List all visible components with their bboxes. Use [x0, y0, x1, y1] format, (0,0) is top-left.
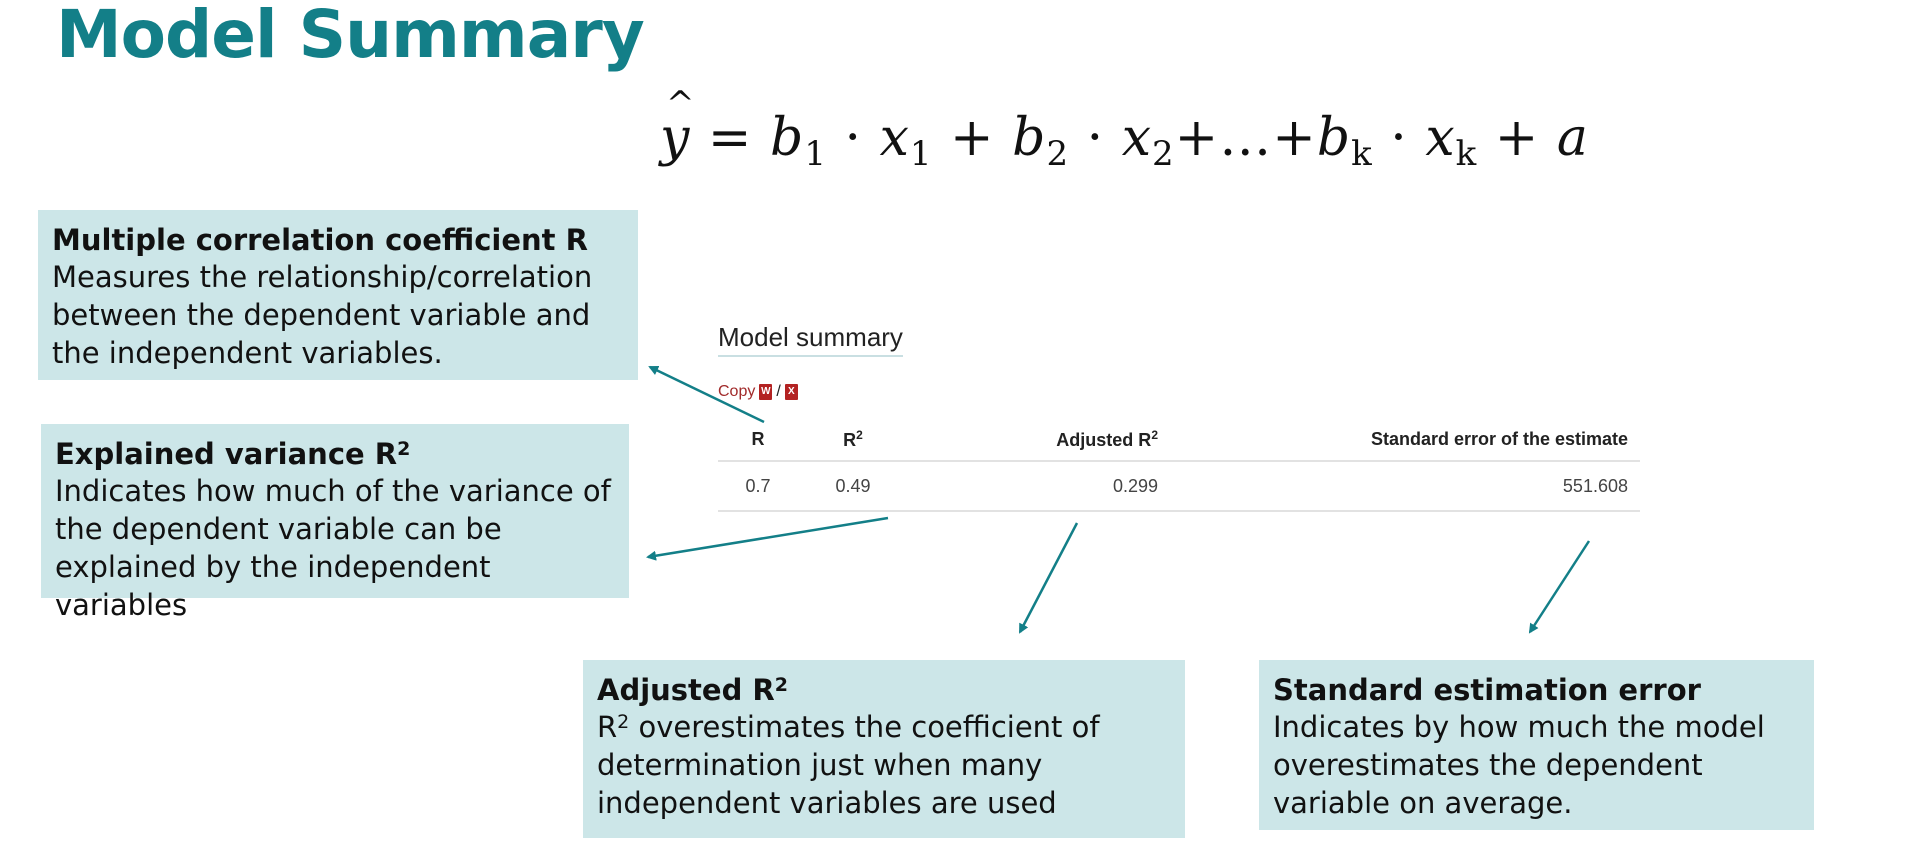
body-prefix: R	[597, 710, 618, 744]
formula-sub: 1	[804, 134, 827, 174]
cell-r: 0.7	[718, 461, 798, 511]
copy-link[interactable]: Copy	[718, 383, 756, 400]
box-heading-text: Adjusted R	[597, 673, 775, 707]
box-body: Indicates by how much the model overestimates the dependent variable on average.	[1273, 710, 1765, 820]
arrow-adjusted	[1020, 523, 1077, 632]
superscript: 2	[856, 427, 863, 442]
formula-sub: 1	[909, 134, 933, 174]
superscript: 2	[617, 711, 630, 733]
box-heading: Multiple correlation coefficient R	[52, 223, 588, 257]
formula-sub: k	[1455, 134, 1478, 174]
cell-r2: 0.49	[798, 461, 908, 511]
formula-sub: k	[1351, 134, 1373, 174]
col-header-text: Adjusted R	[1056, 429, 1152, 450]
formula-coef: b	[1316, 108, 1352, 168]
box-body: Indicates how much of the variance of the dependent variable can be explained by the independent variables	[55, 474, 611, 622]
formula-coef: b	[770, 108, 805, 168]
page-title: Model Summary	[56, 0, 644, 73]
formula-sub: 2	[1046, 134, 1070, 174]
formula-sub: 2	[1152, 134, 1175, 174]
formula-var: x	[1425, 108, 1456, 168]
formula-var: x	[1121, 108, 1153, 168]
superscript: 2	[397, 438, 411, 460]
col-header-text: R	[843, 429, 857, 450]
col-header-std-error: Standard error of the estimate	[1158, 418, 1640, 461]
formula-intercept: a	[1556, 108, 1589, 168]
col-header-r: R	[718, 418, 798, 461]
formula-ellipsis: …	[1219, 108, 1273, 168]
cell-std-error: 551.608	[1158, 461, 1640, 511]
box-heading-text: Explained variance R	[55, 437, 398, 471]
regression-formula: ^ $y = b_1 \cdot x_1 + b_2$ · $x_2+\dots+b_k \cdot x_k + a$	[660, 108, 1589, 174]
box-heading: Standard estimation error	[1273, 673, 1701, 707]
excel-file-icon[interactable]: X	[785, 384, 798, 400]
arrow-r2	[648, 518, 888, 557]
cell-adjusted-r2: 0.299	[908, 461, 1158, 511]
superscript: 2	[1151, 427, 1158, 442]
formula-coef: b	[1012, 108, 1047, 168]
formula-var: x	[879, 108, 910, 168]
arrow-std-error	[1530, 541, 1589, 632]
arrow-r	[650, 367, 764, 422]
superscript: 2	[774, 674, 789, 696]
body-text: overestimates the coefficient of determination just when many independent variables are used	[597, 710, 1100, 820]
model-summary-title: Model summary	[718, 322, 903, 357]
box-body: Measures the relationship/correlation between the dependent variable and the independent variables.	[52, 260, 593, 370]
formula-y-hat: y	[660, 108, 691, 168]
word-file-icon[interactable]: W	[759, 384, 772, 400]
separator: /	[776, 383, 781, 400]
